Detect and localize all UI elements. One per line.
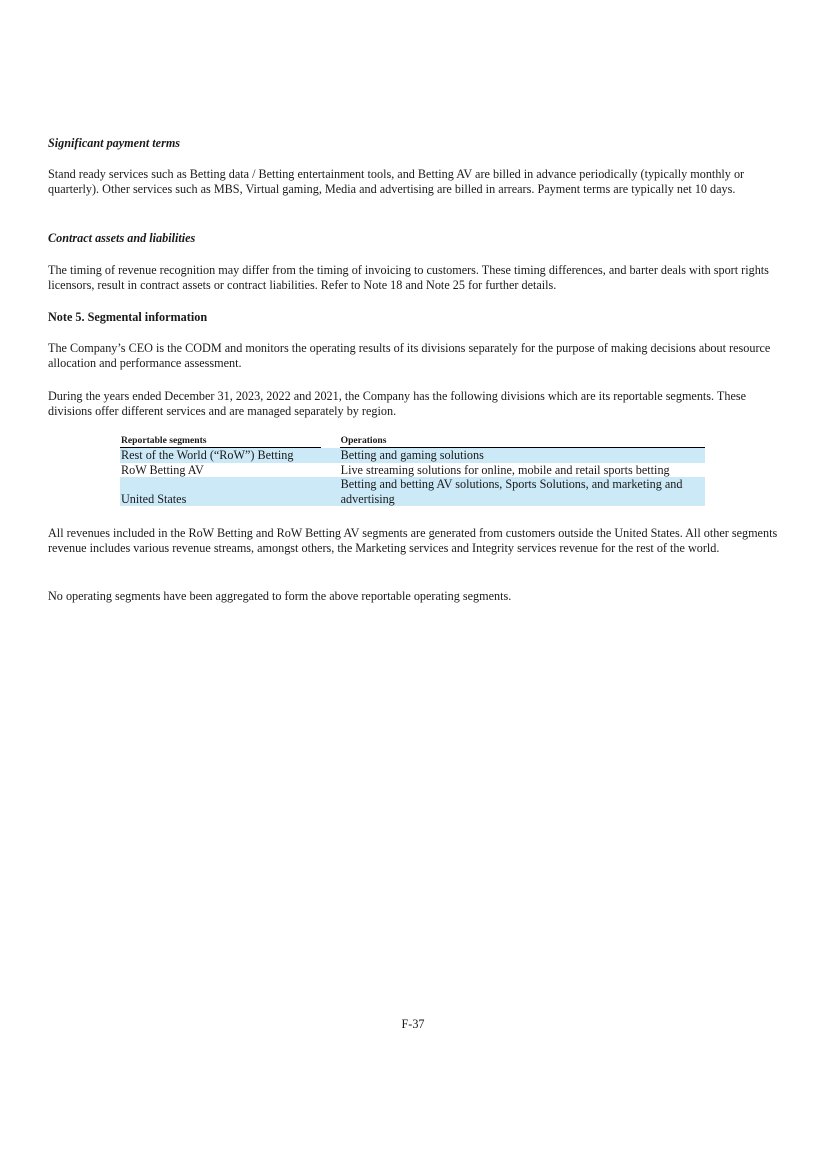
payment-terms-heading: Significant payment terms [48,136,181,150]
table-row [120,448,705,463]
contract-assets-heading: Contract assets and liabilities [48,231,196,245]
segments-table [120,433,705,506]
segment-name: Rest of the World (“RoW”) Betting [120,448,321,463]
segments-table-header [120,433,705,448]
segment-operations: Live streaming solutions for online, mobile and retail sports betting [340,462,670,477]
note5-paragraph-1: The Company’s CEO is the CODM and monitors the operating results of its divisions separately for the purpose of making decisions about resource allocation and performance assessment. [48,341,771,370]
header-reportable-segments: Reportable segments [120,433,321,448]
table-row [120,463,705,478]
note5-paragraph-3: All revenues included in the RoW Betting and RoW Betting AV segments are generated from customers outside the United States. All other segments revenue includes various revenue streams, amongst others, the Marketing services and Integrity services revenue for the rest of the world. [48,526,778,555]
segment-operations: Betting and gaming solutions [340,448,705,463]
segment-operations: Betting and betting AV solutions, Sports Solutions, and marketing and advertising [340,477,705,506]
note5-paragraph-2: During the years ended December 31, 2023, 2022 and 2021, the Company has the following divisions which are its reportable segments. These divisions offer different services and are managed separately by region. [48,389,747,418]
segment-name: RoW Betting AV [121,462,204,477]
page-number: F-37 [401,1017,425,1031]
note5-heading: Note 5. Segmental information [48,310,208,324]
contract-assets-paragraph: The timing of revenue recognition may differ from the timing of invoicing to customers. These timing differences, and barter deals with sport rights licensors, result in contract assets or contract liabilities. Refer to Note 18 and Note 25 for further details. [48,263,769,292]
payment-terms-paragraph: Stand ready services such as Betting data / Betting entertainment tools, and Betting AV are billed in advance periodically (typically monthly or quarterly). Other services such as MBS, Virtual gaming, Media and advertising are billed in arrears. Payment terms are typically net 10 days. [48,167,745,196]
note5-paragraph-4: No operating segments have been aggregated to form the above reportable operating segments. [48,589,512,603]
table-row [120,477,705,506]
segment-name: United States [120,477,321,506]
header-operations: Operations [340,433,705,448]
